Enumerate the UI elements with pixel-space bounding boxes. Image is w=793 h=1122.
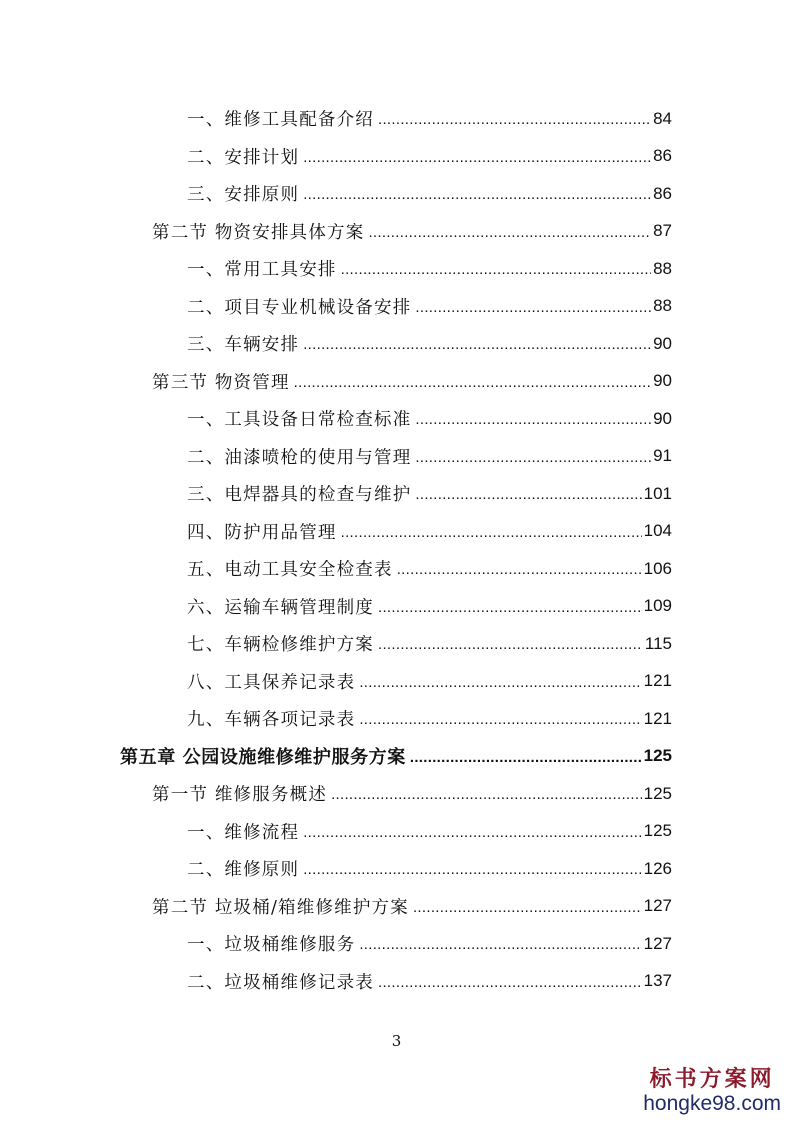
toc-dot-leader [303, 861, 641, 878]
toc-entry-label: 一、常用工具安排 [187, 260, 337, 281]
toc-entry-label: 第一节 维修服务概述 [152, 785, 328, 806]
toc-dot-leader [415, 411, 651, 428]
toc-entry-page-number: 125 [643, 821, 672, 841]
toc-entry-label: 第三节 物资管理 [152, 372, 290, 393]
toc-entry-label: 九、车辆各项记录表 [187, 710, 356, 731]
toc-entry-item[interactable] [0, 475, 672, 513]
toc-entry-item[interactable] [0, 850, 672, 888]
toc-entry-page-number: 90 [653, 333, 672, 353]
toc-entry-label: 二、维修原则 [187, 860, 300, 881]
toc-entry-page-number: 125 [643, 746, 672, 766]
toc-entry-label: 二、垃圾桶维修记录表 [187, 972, 374, 993]
toc-dot-leader [294, 374, 651, 391]
toc-entry-page-number: 90 [653, 371, 672, 391]
toc-dot-leader [378, 636, 643, 653]
toc-entry-label: 第二节 垃圾桶/箱维修维护方案 [152, 897, 409, 918]
toc-entry-page-number: 106 [643, 558, 672, 578]
toc-dot-leader [368, 224, 651, 241]
toc-entry-label: 六、运输车辆管理制度 [187, 597, 374, 618]
toc-entry-page-number: 126 [643, 858, 672, 878]
toc-entry-page-number: 90 [653, 408, 672, 428]
toc-entry-page-number: 121 [643, 671, 672, 691]
toc-entry-label: 五、电动工具安全检查表 [187, 560, 393, 581]
toc-entry-label: 一、维修流程 [187, 822, 300, 843]
toc-entry-section[interactable] [0, 775, 672, 813]
toc-dot-leader [359, 711, 641, 728]
toc-entry-page-number: 127 [643, 896, 672, 916]
toc-entry-section[interactable] [0, 888, 672, 926]
toc-entry-page-number: 137 [643, 971, 672, 991]
toc-entry-page-number: 88 [653, 296, 672, 316]
toc-dot-leader [303, 824, 641, 841]
toc-dot-leader [303, 336, 651, 353]
toc-dot-leader [303, 149, 651, 166]
toc-entry-item[interactable] [0, 325, 672, 363]
toc-dot-leader [410, 749, 642, 766]
watermark-logo [643, 1066, 781, 1116]
toc-entry-label: 一、维修工具配备介绍 [187, 110, 374, 131]
toc-entry-chapter[interactable] [0, 738, 672, 776]
toc-dot-leader [331, 786, 642, 803]
toc-entry-page-number: 125 [643, 783, 672, 803]
toc-entry-label: 三、车辆安排 [187, 335, 300, 356]
toc-entry-item[interactable] [0, 588, 672, 626]
toc-entry-page-number: 91 [653, 446, 672, 466]
toc-entry-label: 一、垃圾桶维修服务 [187, 935, 356, 956]
toc-entry-page-number: 104 [643, 521, 672, 541]
toc-entry-label: 二、项目专业机械设备安排 [187, 297, 412, 318]
toc-dot-leader [378, 974, 642, 991]
toc-entry-item[interactable] [0, 925, 672, 963]
toc-entry-page-number: 86 [653, 146, 672, 166]
watermark-url: hongke98.com [643, 1092, 781, 1115]
toc-dot-leader [341, 261, 651, 278]
toc-entry-item[interactable] [0, 625, 672, 663]
toc-dot-leader [341, 524, 642, 541]
toc-entry-label: 三、安排原则 [187, 185, 300, 206]
toc-entry-label: 一、工具设备日常检查标准 [187, 410, 412, 431]
toc-dot-leader [359, 674, 641, 691]
toc-entry-label: 三、电焊器具的检查与维护 [187, 485, 412, 506]
toc-entry-label: 二、油漆喷枪的使用与管理 [187, 447, 412, 468]
toc-dot-leader [359, 936, 641, 953]
toc-entry-page-number: 101 [643, 483, 672, 503]
toc-dot-leader [397, 561, 642, 578]
toc-dot-leader [303, 186, 651, 203]
toc-entry-item[interactable] [0, 700, 672, 738]
toc-entry-item[interactable] [0, 250, 672, 288]
toc-entry-item[interactable] [0, 138, 672, 176]
toc-dot-leader [378, 111, 651, 128]
toc-entry-item[interactable] [0, 513, 672, 551]
table-of-contents [0, 100, 793, 1000]
toc-dot-leader [413, 899, 642, 916]
toc-entry-section[interactable] [0, 213, 672, 251]
toc-dot-leader [415, 486, 641, 503]
watermark-title: 标书方案网 [649, 1066, 775, 1092]
toc-entry-item[interactable] [0, 400, 672, 438]
toc-entry-label: 八、工具保养记录表 [187, 672, 356, 693]
toc-entry-item[interactable] [0, 175, 672, 213]
toc-entry-label: 第五章 公园设施维修维护服务方案 [120, 747, 406, 769]
toc-dot-leader [415, 299, 651, 316]
toc-entry-label: 四、防护用品管理 [187, 522, 337, 543]
page-number: 3 [391, 1032, 402, 1050]
toc-entry-item[interactable] [0, 663, 672, 701]
toc-entry-page-number: 127 [643, 933, 672, 953]
toc-entry-label: 七、车辆检修维护方案 [187, 635, 374, 656]
toc-entry-page-number: 86 [653, 183, 672, 203]
toc-entry-item[interactable] [0, 438, 672, 476]
toc-entry-page-number: 87 [653, 221, 672, 241]
toc-entry-section[interactable] [0, 363, 672, 401]
toc-entry-page-number: 84 [653, 108, 672, 128]
toc-entry-item[interactable] [0, 288, 672, 326]
toc-entry-page-number: 121 [643, 708, 672, 728]
toc-entry-item[interactable] [0, 963, 672, 1001]
toc-entry-item[interactable] [0, 813, 672, 851]
toc-entry-page-number: 109 [643, 596, 672, 616]
toc-dot-leader [378, 599, 642, 616]
toc-entry-item[interactable] [0, 550, 672, 588]
toc-entry-label: 第二节 物资安排具体方案 [152, 222, 365, 243]
toc-entry-page-number: 88 [653, 258, 672, 278]
toc-entry-page-number: 115 [644, 633, 672, 653]
toc-entry-item[interactable] [0, 100, 672, 138]
toc-dot-leader [415, 449, 651, 466]
toc-entry-label: 二、安排计划 [187, 147, 300, 168]
